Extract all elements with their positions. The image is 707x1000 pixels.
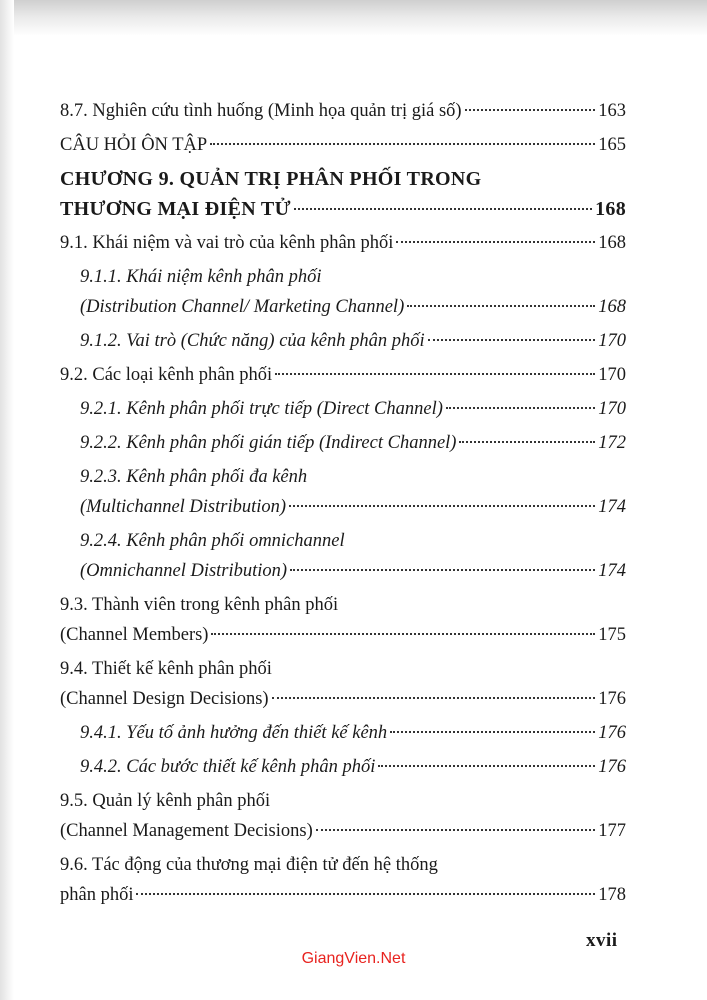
toc-entry-page: 178 [598, 885, 626, 905]
dot-leader [459, 441, 595, 443]
toc-entry-title-line2: (Channel Members) [60, 625, 209, 645]
toc-entry-9-2-3 [60, 462, 626, 522]
toc-entry-page: 174 [598, 561, 626, 581]
toc-entry-page: 163 [598, 101, 626, 121]
toc-entry-page: 170 [598, 365, 626, 385]
toc-entry-page: 172 [598, 433, 626, 453]
toc-entry-title: 9.4.1. Yếu tố ảnh hưởng đến thiết kế kênh [80, 723, 388, 743]
toc-entry-title: 9.2. Các loại kênh phân phối [60, 365, 273, 385]
toc-entry-page: 168 [598, 233, 626, 253]
toc-entry-9-6 [60, 850, 626, 910]
toc-entry-review-questions [60, 130, 626, 160]
toc-entry-title-line2: (Channel Design Decisions) [60, 689, 269, 709]
dot-leader [275, 373, 595, 375]
toc-entry-title-line1: 9.2.4. Kênh phân phối omnichannel [80, 531, 345, 551]
dot-leader [294, 208, 592, 210]
dot-leader [378, 765, 595, 767]
toc-entry-9-3 [60, 590, 626, 650]
toc-entry-title-line2: (Omnichannel Distribution) [80, 561, 288, 581]
toc-entry-title: 8.7. Nghiên cứu tình huống (Minh họa quản trị giá số) [60, 101, 462, 121]
toc-entry-9-1-1 [60, 262, 626, 322]
dot-leader [211, 633, 595, 635]
toc-entry-page: 175 [598, 625, 626, 645]
toc-entry-9-4 [60, 654, 626, 714]
toc-entry-9-1 [60, 228, 626, 258]
toc-entry-page: 165 [598, 135, 626, 155]
dot-leader [210, 143, 595, 145]
toc-entry-title-line2: (Distribution Channel/ Marketing Channel) [80, 297, 405, 317]
toc-entry-page: 176 [598, 689, 626, 709]
toc-entry-title: CÂU HỎI ÔN TẬP [60, 135, 208, 155]
toc-entry-title: 9.1. Khái niệm và vai trò của kênh phân phối [60, 233, 394, 253]
toc-entry-title-line1: 9.2.3. Kênh phân phối đa kênh [80, 467, 308, 487]
toc-entry-page: 170 [598, 331, 626, 351]
toc-entry-title: 9.2.2. Kênh phân phối gián tiếp (Indirect Channel) [80, 433, 457, 453]
page-top-shadow [0, 0, 707, 36]
dot-leader [396, 241, 595, 243]
toc-entry-page: 168 [595, 198, 626, 220]
toc-entry-page: 170 [598, 399, 626, 419]
toc-entry-title-line1: 9.4. Thiết kế kênh phân phối [60, 659, 272, 679]
dot-leader [272, 697, 596, 699]
chapter-title-line2: THƯƠNG MẠI ĐIỆN TỬ [60, 198, 291, 220]
watermark-text: GiangVien.Net [301, 950, 406, 967]
table-of-contents [60, 96, 626, 910]
dot-leader [446, 407, 595, 409]
dot-leader [289, 505, 595, 507]
toc-entry-9-4-2 [60, 752, 626, 782]
dot-leader [390, 731, 595, 733]
toc-entry-9-5 [60, 786, 626, 846]
toc-entry-9-2-2 [60, 428, 626, 458]
toc-entry-page: 176 [598, 757, 626, 777]
toc-entry-page: 174 [598, 497, 626, 517]
toc-entry-title-line1: 9.3. Thành viên trong kênh phân phối [60, 595, 339, 615]
page-left-shadow [0, 0, 14, 1000]
dot-leader [407, 305, 595, 307]
toc-entry-title-line2: (Multichannel Distribution) [80, 497, 287, 517]
toc-entry-9-4-1 [60, 718, 626, 748]
dot-leader [136, 893, 595, 895]
toc-entry-title-line1: 9.6. Tác động của thương mại điện tử đến hệ thống [60, 855, 438, 875]
toc-entry-page: 168 [598, 297, 626, 317]
toc-entry-page: 177 [598, 821, 626, 841]
chapter-title-line1: CHƯƠNG 9. QUẢN TRỊ PHÂN PHỐI TRONG [60, 168, 482, 190]
toc-entry-title-line2: phân phối [60, 885, 134, 905]
dot-leader [465, 109, 596, 111]
toc-entry-title: 9.2.1. Kênh phân phối trực tiếp (Direct Channel) [80, 399, 443, 419]
page-number: xvii [586, 930, 618, 951]
dot-leader [316, 829, 595, 831]
dot-leader [428, 339, 596, 341]
toc-entry-9-2 [60, 360, 626, 390]
toc-entry-9-2-4 [60, 526, 626, 586]
toc-entry-8-7 [60, 96, 626, 126]
toc-entry-title-line1: 9.1.1. Khái niệm kênh phân phối [80, 267, 322, 287]
toc-entry-page: 176 [598, 723, 626, 743]
toc-entry-title: 9.4.2. Các bước thiết kế kênh phân phối [80, 757, 376, 777]
toc-entry-title-line2: (Channel Management Decisions) [60, 821, 313, 841]
toc-entry-9-2-1 [60, 394, 626, 424]
toc-entry-title-line1: 9.5. Quản lý kênh phân phối [60, 791, 271, 811]
toc-chapter-9 [60, 164, 626, 224]
toc-entry-title: 9.1.2. Vai trò (Chức năng) của kênh phân phối [80, 331, 425, 351]
toc-entry-9-1-2 [60, 326, 626, 356]
dot-leader [290, 569, 595, 571]
